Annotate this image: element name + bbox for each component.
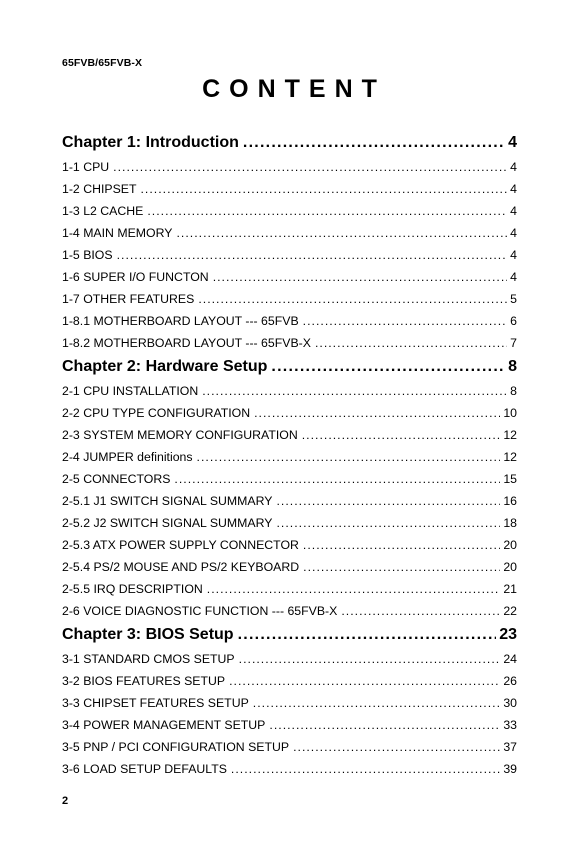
toc-dot-leader [303,538,500,552]
toc-entry-label: 1-1 CPU [62,160,110,174]
toc-dot-leader [243,134,505,152]
toc-entry-label: 2-5.1 J1 SWITCH SIGNAL SUMMARY [62,494,273,508]
toc-dot-leader [315,336,507,350]
toc-entry-label: 2-5.4 PS/2 MOUSE AND PS/2 KEYBOARD [62,560,300,574]
toc-page-number: 21 [503,582,517,596]
toc-entry-label: 3-5 PNP / PCI CONFIGURATION SETUP [62,740,290,754]
toc-entry-row [62,560,517,582]
toc-entry-row [62,160,517,182]
toc-dot-leader [229,674,500,688]
toc-entry-label: 3-4 POWER MANAGEMENT SETUP [62,718,266,732]
toc-dot-leader [254,406,500,420]
toc-page-number: 4 [508,134,517,151]
toc-entry-row [62,292,517,314]
toc-page-number: 15 [503,472,517,486]
toc-entry-row [62,740,517,762]
toc-dot-leader [276,494,500,508]
toc-page-number: 8 [510,384,517,398]
toc-page-number: 39 [503,762,517,776]
toc-dot-leader [113,160,507,174]
toc-entry-label: 2-1 CPU INSTALLATION [62,384,199,398]
toc-chapter-label: Chapter 3: BIOS Setup [62,626,234,643]
toc-entry-row [62,696,517,718]
toc-entry-label: 1-4 MAIN MEMORY [62,226,173,240]
toc-chapter-row [62,134,517,160]
toc-entry-label: 1-6 SUPER I/O FUNCTON [62,270,209,284]
toc-dot-leader [140,182,507,196]
toc-dot-leader [239,652,501,666]
toc-dot-leader [253,696,501,710]
toc-dot-leader [341,604,500,618]
toc-dot-leader [174,472,500,486]
toc-entry-row [62,270,517,292]
table-of-contents [62,134,517,784]
toc-entry-row [62,204,517,226]
page-title: CONTENT [202,75,386,103]
toc-entry-row [62,314,517,336]
toc-page-number: 20 [503,560,517,574]
toc-entry-row [62,336,517,358]
toc-entry-label: 1-2 CHIPSET [62,182,137,196]
toc-dot-leader [276,516,500,530]
toc-dot-leader [198,292,507,306]
toc-chapter-row [62,626,517,652]
toc-entry-label: 1-8.2 MOTHERBOARD LAYOUT --- 65FVB-X [62,336,311,350]
toc-entry-label: 2-2 CPU TYPE CONFIGURATION [62,406,251,420]
toc-entry-row [62,538,517,560]
toc-entry-row [62,718,517,740]
toc-page-number: 24 [503,652,517,666]
toc-entry-row [62,428,517,450]
toc-entry-label: 2-5.2 J2 SWITCH SIGNAL SUMMARY [62,516,273,530]
toc-page-number: 10 [503,406,517,420]
toc-chapter-label: Chapter 1: Introduction [62,134,239,151]
toc-entry-row [62,472,517,494]
toc-chapter-label: Chapter 2: Hardware Setup [62,358,268,375]
toc-page-number: 6 [510,314,517,328]
toc-dot-leader [238,626,497,644]
toc-dot-leader [271,358,505,376]
toc-page-number: 16 [503,494,517,508]
toc-dot-leader [207,582,501,596]
toc-entry-label: 1-3 L2 CACHE [62,204,144,218]
toc-page-number: 4 [510,226,517,240]
toc-entry-label: 2-5.5 IRQ DESCRIPTION [62,582,203,596]
toc-page-number: 12 [503,428,517,442]
toc-page-number: 4 [510,160,517,174]
toc-entry-row [62,516,517,538]
toc-chapter-row [62,358,517,384]
toc-dot-leader [202,384,507,398]
toc-entry-row [62,248,517,270]
toc-page-number: 8 [508,358,517,375]
toc-page-number: 26 [503,674,517,688]
toc-entry-row [62,762,517,784]
toc-page-number: 23 [499,626,517,643]
toc-page-number: 37 [503,740,517,754]
toc-entry-label: 3-1 STANDARD CMOS SETUP [62,652,235,666]
toc-dot-leader [117,248,508,262]
toc-entry-row [62,604,517,626]
toc-entry-row [62,226,517,248]
toc-page-number: 30 [503,696,517,710]
toc-dot-leader [213,270,507,284]
toc-entry-row [62,182,517,204]
toc-page-number: 4 [510,270,517,284]
toc-dot-leader [197,450,501,464]
toc-dot-leader [293,740,500,754]
toc-dot-leader [231,762,500,776]
toc-page-number: 18 [503,516,517,530]
document-model-header: 65FVB/65FVB-X [62,57,143,69]
toc-entry-label: 3-3 CHIPSET FEATURES SETUP [62,696,249,710]
toc-entry-label: 2-4 JUMPER definitions [62,450,193,464]
toc-entry-label: 3-6 LOAD SETUP DEFAULTS [62,762,227,776]
toc-dot-leader [303,314,508,328]
toc-entry-label: 2-6 VOICE DIAGNOSTIC FUNCTION --- 65FVB-X [62,604,338,618]
toc-dot-leader [147,204,507,218]
toc-entry-label: 2-5 CONNECTORS [62,472,171,486]
toc-entry-label: 1-8.1 MOTHERBOARD LAYOUT --- 65FVB [62,314,299,328]
toc-entry-label: 2-5.3 ATX POWER SUPPLY CONNECTOR [62,538,299,552]
toc-entry-row [62,450,517,472]
toc-entry-row [62,384,517,406]
toc-dot-leader [269,718,500,732]
toc-entry-label: 1-5 BIOS [62,248,113,262]
toc-entry-row [62,652,517,674]
toc-page-number: 20 [503,538,517,552]
toc-entry-label: 3-2 BIOS FEATURES SETUP [62,674,226,688]
toc-dot-leader [303,560,500,574]
toc-entry-row [62,582,517,604]
toc-page-number: 22 [503,604,517,618]
toc-dot-leader [176,226,507,240]
toc-page-number: 5 [510,292,517,306]
toc-page-number: 4 [510,248,517,262]
toc-entry-label: 1-7 OTHER FEATURES [62,292,195,306]
toc-entry-row [62,494,517,516]
toc-page-number: 33 [503,718,517,732]
toc-dot-leader [302,428,501,442]
toc-entry-row [62,674,517,696]
toc-entry-label: 2-3 SYSTEM MEMORY CONFIGURATION [62,428,298,442]
toc-entry-row [62,406,517,428]
toc-page-number: 7 [510,336,517,350]
toc-page-number: 4 [510,182,517,196]
page-number: 2 [62,795,69,807]
toc-page-number: 4 [510,204,517,218]
toc-page-number: 12 [503,450,517,464]
